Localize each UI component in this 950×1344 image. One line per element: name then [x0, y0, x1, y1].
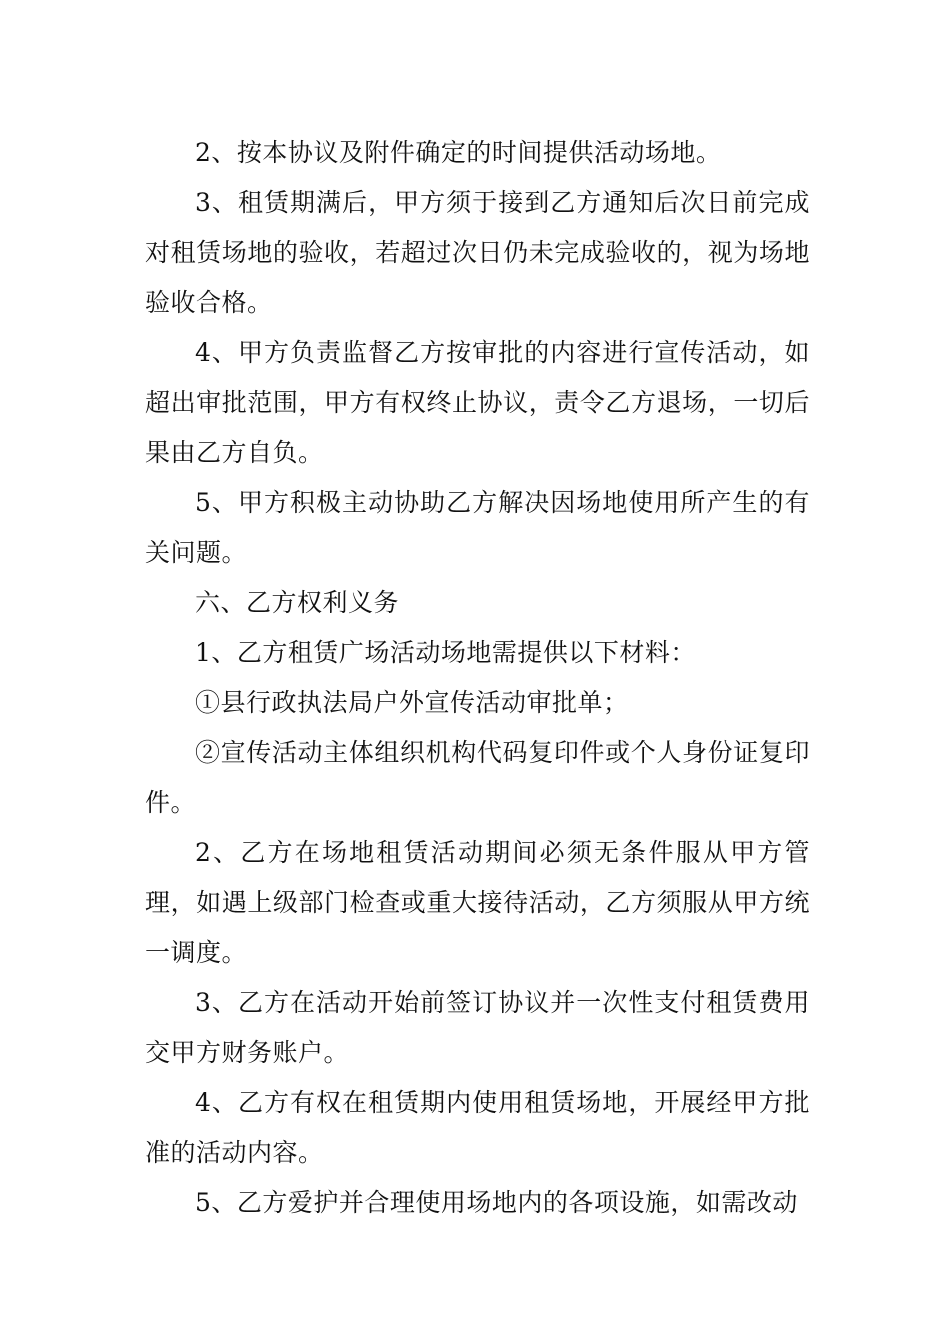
paragraph-lessee-duty-1: 1、乙方租赁广场活动场地需提供以下材料： — [195, 638, 696, 667]
paragraph-lessee-duty-2: 2、乙方在场地租赁活动期间必须无条件服从甲方管理，如遇上级部门检查或重大接待活动，乙方须服从甲方统一调度。 — [145, 838, 810, 967]
document-body — [145, 128, 810, 1228]
paragraph-lessor-duty-5: 5、甲方积极主动协助乙方解决因场地使用所产生的有关问题。 — [145, 488, 810, 567]
paragraph-material-2: ②宣传活动主体组织机构代码复印件或个人身份证复印件。 — [145, 738, 810, 817]
paragraph-lessor-duty-3: 3、租赁期满后，甲方须于接到乙方通知后次日前完成对租赁场地的验收，若超过次日仍未完成验收的，视为场地验收合格。 — [145, 188, 810, 317]
paragraph-lessee-duty-5: 5、乙方爱护并合理使用场地内的各项设施，如需改动 — [195, 1188, 798, 1217]
section-heading-lessee-rights: 六、乙方权利义务 — [195, 588, 400, 617]
paragraph-lessor-duty-2: 2、按本协议及附件确定的时间提供活动场地。 — [195, 138, 722, 167]
paragraph-lessor-duty-4: 4、甲方负责监督乙方按审批的内容进行宣传活动，如超出审批范围，甲方有权终止协议，责令乙方退场，一切后果由乙方自负。 — [145, 338, 810, 467]
paragraph-lessee-duty-3: 3、乙方在活动开始前签订协议并一次性支付租赁费用交甲方财务账户。 — [145, 988, 810, 1067]
paragraph-lessee-duty-4: 4、乙方有权在租赁期内使用租赁场地，开展经甲方批准的活动内容。 — [145, 1088, 810, 1167]
paragraph-material-1: ①县行政执法局户外宣传活动审批单； — [195, 688, 629, 717]
